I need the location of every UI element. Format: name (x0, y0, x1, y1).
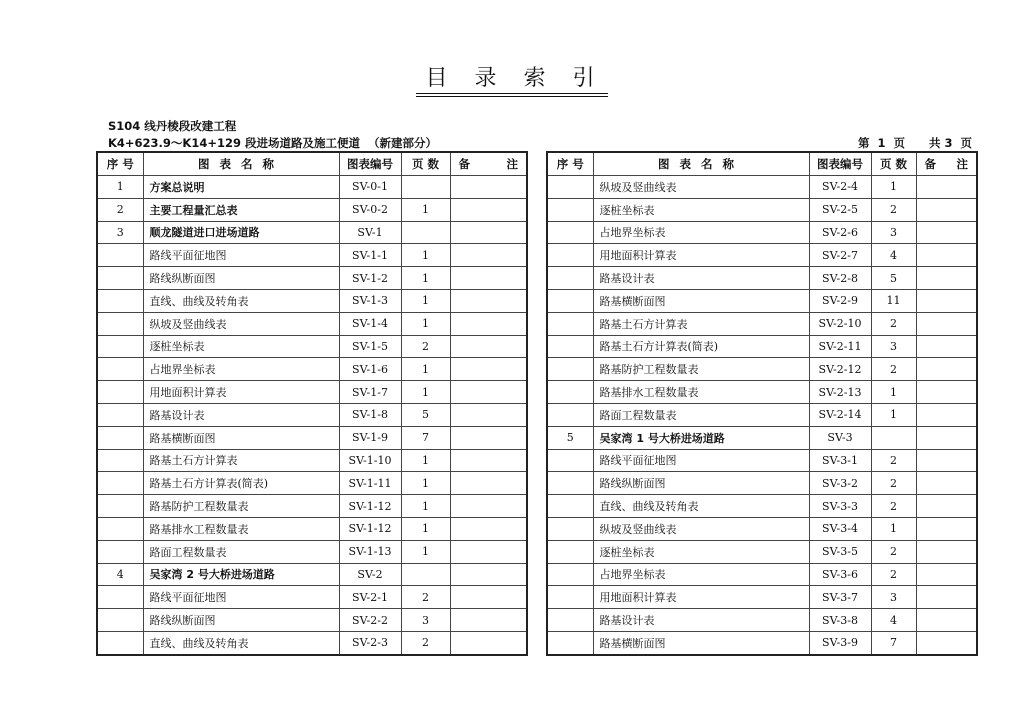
header-no: 序 号 (97, 152, 143, 176)
row-name: 路线平面征地图 (143, 586, 339, 609)
index-table-right (546, 151, 978, 656)
row-number (97, 540, 143, 563)
table-header-row (547, 152, 977, 176)
row-code: SV-1-10 (339, 449, 401, 472)
row-name: 占地界坐标表 (593, 563, 809, 586)
row-pages: 7 (401, 426, 450, 449)
row-number (547, 176, 593, 199)
row-name: 用地面积计算表 (143, 381, 339, 404)
row-note (916, 517, 977, 540)
row-number (97, 312, 143, 335)
row-code: SV-2-7 (809, 244, 871, 267)
row-pages: 1 (401, 244, 450, 267)
row-code: SV-1 (339, 221, 401, 244)
table-row (547, 358, 977, 381)
row-name: 方案总说明 (143, 176, 339, 199)
row-number (547, 540, 593, 563)
row-pages: 1 (871, 517, 916, 540)
row-pages: 1 (401, 495, 450, 518)
row-code: SV-0-1 (339, 176, 401, 199)
table-row (97, 403, 527, 426)
row-name: 顺龙隧道进口进场道路 (143, 221, 339, 244)
row-note (450, 267, 527, 290)
row-pages: 1 (401, 312, 450, 335)
row-pages: 2 (401, 335, 450, 358)
row-pages: 1 (401, 198, 450, 221)
table-row (97, 335, 527, 358)
row-code: SV-3 (809, 426, 871, 449)
row-pages: 1 (401, 358, 450, 381)
row-note (450, 403, 527, 426)
table-row (547, 609, 977, 632)
row-pages: 1 (871, 176, 916, 199)
table-row (547, 472, 977, 495)
row-number (97, 449, 143, 472)
row-pages: 3 (871, 586, 916, 609)
row-name: 直线、曲线及转角表 (593, 495, 809, 518)
row-pages (401, 221, 450, 244)
row-number: 1 (97, 176, 143, 199)
row-number (547, 358, 593, 381)
row-number (97, 586, 143, 609)
row-pages: 1 (401, 472, 450, 495)
row-note (450, 540, 527, 563)
row-code: SV-0-2 (339, 198, 401, 221)
header-note: 备 注 (916, 152, 977, 176)
row-name: 纵坡及竖曲线表 (593, 517, 809, 540)
header-name: 图表名称 (143, 152, 339, 176)
row-number: 3 (97, 221, 143, 244)
row-number (547, 495, 593, 518)
row-note (916, 335, 977, 358)
row-name: 路基设计表 (593, 267, 809, 290)
row-pages: 1 (401, 289, 450, 312)
row-number (547, 221, 593, 244)
row-number (547, 312, 593, 335)
row-number (97, 517, 143, 540)
row-note (450, 517, 527, 540)
row-code: SV-2-9 (809, 289, 871, 312)
row-note (450, 472, 527, 495)
row-code: SV-1-8 (339, 403, 401, 426)
row-name: 路基土石方计算表 (593, 312, 809, 335)
table-row (97, 176, 527, 199)
row-number: 2 (97, 198, 143, 221)
row-note (450, 358, 527, 381)
row-note (916, 244, 977, 267)
table-row (97, 267, 527, 290)
row-name: 吴家湾 1 号大桥进场道路 (593, 426, 809, 449)
table-row (97, 495, 527, 518)
row-note (916, 403, 977, 426)
row-number (547, 609, 593, 632)
row-name: 直线、曲线及转角表 (143, 631, 339, 654)
row-number (547, 563, 593, 586)
row-name: 路线纵断面图 (143, 609, 339, 632)
row-number (547, 631, 593, 654)
row-pages: 1 (401, 267, 450, 290)
row-pages: 5 (401, 403, 450, 426)
table-header-row (97, 152, 527, 176)
row-code: SV-2-1 (339, 586, 401, 609)
row-name: 主要工程量汇总表 (143, 198, 339, 221)
row-note (916, 472, 977, 495)
row-pages: 11 (871, 289, 916, 312)
row-code: SV-2 (339, 563, 401, 586)
table-row (547, 312, 977, 335)
row-note (450, 335, 527, 358)
row-note (916, 267, 977, 290)
row-number (97, 335, 143, 358)
row-number (547, 267, 593, 290)
row-name: 直线、曲线及转角表 (143, 289, 339, 312)
table-row (547, 267, 977, 290)
row-pages: 2 (871, 540, 916, 563)
table-row (97, 449, 527, 472)
row-code: SV-1-9 (339, 426, 401, 449)
row-name: 路基土石方计算表(简表) (593, 335, 809, 358)
row-code: SV-1-12 (339, 517, 401, 540)
row-code: SV-2-13 (809, 381, 871, 404)
row-pages: 5 (871, 267, 916, 290)
row-note (916, 358, 977, 381)
row-code: SV-3-3 (809, 495, 871, 518)
row-name: 路基土石方计算表 (143, 449, 339, 472)
table-row (97, 517, 527, 540)
table-row (97, 289, 527, 312)
row-note (916, 289, 977, 312)
row-name: 纵坡及竖曲线表 (143, 312, 339, 335)
row-code: SV-2-14 (809, 403, 871, 426)
row-number (97, 289, 143, 312)
table-row (97, 244, 527, 267)
row-name: 路线纵断面图 (143, 267, 339, 290)
row-pages: 1 (401, 381, 450, 404)
row-code: SV-2-4 (809, 176, 871, 199)
row-name: 路线平面征地图 (593, 449, 809, 472)
row-pages: 2 (871, 312, 916, 335)
row-note (916, 221, 977, 244)
row-note (916, 426, 977, 449)
row-note (916, 381, 977, 404)
row-pages: 1 (871, 381, 916, 404)
row-name: 占地界坐标表 (143, 358, 339, 381)
row-name: 路基防护工程数量表 (143, 495, 339, 518)
row-pages: 4 (871, 244, 916, 267)
row-code: SV-1-12 (339, 495, 401, 518)
row-note (450, 244, 527, 267)
row-number (547, 244, 593, 267)
row-name: 逐桩坐标表 (593, 540, 809, 563)
page-info: 第 1 页 共 3 页 (858, 136, 973, 150)
row-code: SV-2-3 (339, 631, 401, 654)
row-number (97, 358, 143, 381)
row-number (97, 631, 143, 654)
table-row (97, 221, 527, 244)
row-code: SV-1-2 (339, 267, 401, 290)
row-name: 路基横断面图 (143, 426, 339, 449)
row-note (916, 609, 977, 632)
row-code: SV-3-4 (809, 517, 871, 540)
row-note (450, 176, 527, 199)
table-row (97, 540, 527, 563)
page-title: 目 录 索 引 (0, 66, 1024, 94)
row-name: 路基横断面图 (593, 289, 809, 312)
table-row (97, 358, 527, 381)
row-pages: 2 (871, 198, 916, 221)
header-note: 备 注 (450, 152, 527, 176)
row-number: 4 (97, 563, 143, 586)
row-number (547, 517, 593, 540)
row-code: SV-1-11 (339, 472, 401, 495)
row-note (450, 563, 527, 586)
row-pages: 7 (871, 631, 916, 654)
row-code: SV-2-11 (809, 335, 871, 358)
row-code: SV-1-4 (339, 312, 401, 335)
row-code: SV-1-6 (339, 358, 401, 381)
row-note (450, 221, 527, 244)
row-name: 占地界坐标表 (593, 221, 809, 244)
row-number (547, 472, 593, 495)
row-note (916, 540, 977, 563)
table-row (547, 495, 977, 518)
row-note (916, 198, 977, 221)
table-row (547, 631, 977, 654)
row-code: SV-1-1 (339, 244, 401, 267)
row-code: SV-1-7 (339, 381, 401, 404)
row-code: SV-1-3 (339, 289, 401, 312)
row-number (97, 381, 143, 404)
row-number (547, 403, 593, 426)
row-pages: 2 (871, 495, 916, 518)
row-number (547, 381, 593, 404)
row-pages (401, 176, 450, 199)
row-pages: 1 (401, 540, 450, 563)
row-number (97, 403, 143, 426)
row-name: 路基防护工程数量表 (593, 358, 809, 381)
row-number (97, 244, 143, 267)
row-name: 逐桩坐标表 (143, 335, 339, 358)
row-code: SV-2-5 (809, 198, 871, 221)
row-name: 路面工程数量表 (143, 540, 339, 563)
row-number (547, 449, 593, 472)
row-note (450, 586, 527, 609)
row-code: SV-2-10 (809, 312, 871, 335)
table-row (547, 198, 977, 221)
row-name: 路基设计表 (143, 403, 339, 426)
header-name: 图表名称 (593, 152, 809, 176)
row-name: 纵坡及竖曲线表 (593, 176, 809, 199)
row-note (450, 609, 527, 632)
row-number (547, 586, 593, 609)
table-row (547, 540, 977, 563)
row-name: 用地面积计算表 (593, 586, 809, 609)
row-name: 路基横断面图 (593, 631, 809, 654)
row-pages: 1 (871, 403, 916, 426)
table-row (547, 426, 977, 449)
table-row (547, 244, 977, 267)
row-pages (871, 426, 916, 449)
section-name: K4+623.9～K14+129 段进场道路及施工便道 （新建部分） (108, 136, 437, 150)
table-row (97, 586, 527, 609)
row-number (97, 609, 143, 632)
table-row (547, 176, 977, 199)
table-row (547, 335, 977, 358)
row-note (450, 426, 527, 449)
table-row (97, 631, 527, 654)
table-row (547, 563, 977, 586)
row-number (547, 198, 593, 221)
project-name: S104 线丹棱段改建工程 (108, 119, 237, 133)
row-pages: 1 (401, 449, 450, 472)
row-name: 路基设计表 (593, 609, 809, 632)
row-pages: 4 (871, 609, 916, 632)
row-pages: 3 (401, 609, 450, 632)
row-name: 用地面积计算表 (593, 244, 809, 267)
row-note (916, 631, 977, 654)
row-name: 逐桩坐标表 (593, 198, 809, 221)
row-name: 路线纵断面图 (593, 472, 809, 495)
table-row (97, 609, 527, 632)
row-note (916, 495, 977, 518)
row-pages: 2 (871, 358, 916, 381)
row-code: SV-2-12 (809, 358, 871, 381)
row-note (450, 631, 527, 654)
table-row (97, 563, 527, 586)
table-row (547, 381, 977, 404)
row-number (547, 289, 593, 312)
row-note (916, 449, 977, 472)
row-code: SV-2-2 (339, 609, 401, 632)
row-number (97, 472, 143, 495)
row-code: SV-3-7 (809, 586, 871, 609)
row-code: SV-2-8 (809, 267, 871, 290)
row-number (97, 495, 143, 518)
row-number (547, 335, 593, 358)
row-code: SV-3-9 (809, 631, 871, 654)
table-row (547, 403, 977, 426)
row-name: 路面工程数量表 (593, 403, 809, 426)
header-no: 序 号 (547, 152, 593, 176)
row-code: SV-1-5 (339, 335, 401, 358)
row-note (916, 563, 977, 586)
row-code: SV-2-6 (809, 221, 871, 244)
header-code: 图表编号 (339, 152, 401, 176)
row-pages: 1 (401, 517, 450, 540)
row-note (450, 198, 527, 221)
index-table-left (96, 151, 528, 656)
table-row (97, 312, 527, 335)
table-row (97, 472, 527, 495)
row-note (916, 176, 977, 199)
row-code: SV-3-6 (809, 563, 871, 586)
table-row (97, 198, 527, 221)
row-pages: 2 (871, 472, 916, 495)
table-row (97, 381, 527, 404)
row-name: 路基土石方计算表(简表) (143, 472, 339, 495)
row-note (450, 495, 527, 518)
header-code: 图表编号 (809, 152, 871, 176)
row-code: SV-3-5 (809, 540, 871, 563)
row-pages: 2 (401, 631, 450, 654)
row-pages: 3 (871, 335, 916, 358)
row-note (450, 289, 527, 312)
row-note (450, 381, 527, 404)
row-pages: 3 (871, 221, 916, 244)
table-row (97, 426, 527, 449)
row-pages (401, 563, 450, 586)
row-note (916, 312, 977, 335)
row-number (97, 426, 143, 449)
row-name: 路基排水工程数量表 (593, 381, 809, 404)
row-name: 路基排水工程数量表 (143, 517, 339, 540)
row-note (916, 586, 977, 609)
table-row (547, 289, 977, 312)
row-pages: 2 (401, 586, 450, 609)
row-code: SV-1-13 (339, 540, 401, 563)
table-row (547, 586, 977, 609)
header-pages: 页 数 (871, 152, 916, 176)
header-pages: 页 数 (401, 152, 450, 176)
table-row (547, 449, 977, 472)
row-number (97, 267, 143, 290)
row-code: SV-3-2 (809, 472, 871, 495)
row-name: 路线平面征地图 (143, 244, 339, 267)
row-code: SV-3-8 (809, 609, 871, 632)
row-pages: 2 (871, 449, 916, 472)
row-pages: 2 (871, 563, 916, 586)
table-row (547, 517, 977, 540)
row-note (450, 312, 527, 335)
row-number: 5 (547, 426, 593, 449)
row-name: 吴家湾 2 号大桥进场道路 (143, 563, 339, 586)
table-row (547, 221, 977, 244)
row-note (450, 449, 527, 472)
row-code: SV-3-1 (809, 449, 871, 472)
